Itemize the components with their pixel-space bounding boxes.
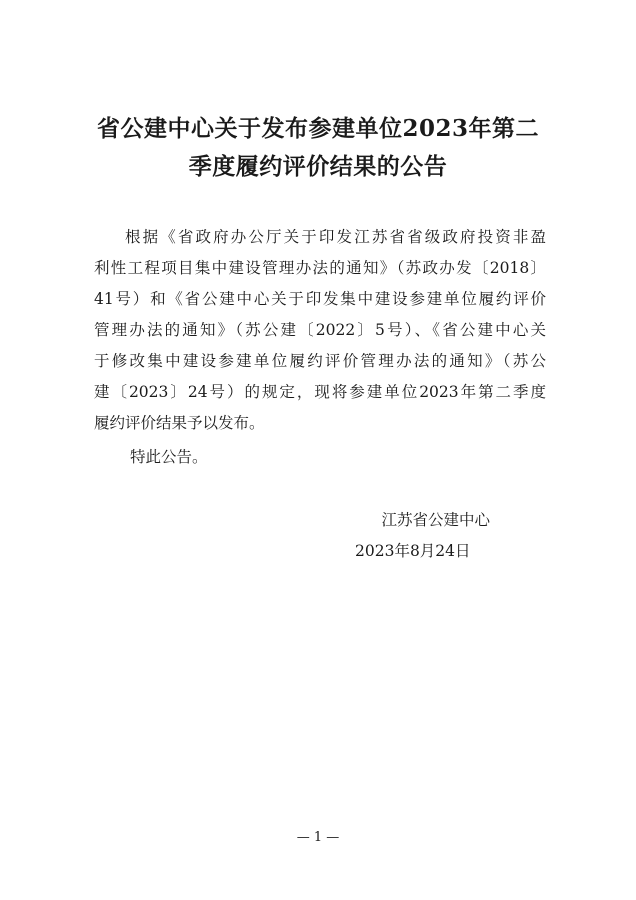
signature-organization: 江苏省公建中心 <box>381 511 490 529</box>
document-title-line-1: 省公建中心关于发布参建单位2023年第二 <box>96 115 539 142</box>
body-line-6: 建〔2023〕24号）的规定，现将参建单位2023年第二季度 <box>94 383 546 401</box>
body-line-5: 于修改集中建设参建单位履约评价管理办法的通知》（苏公 <box>94 352 546 370</box>
closing-text: 特此公告。 <box>130 448 208 466</box>
body-line-1: 根据《省政府办公厅关于印发江苏省省级政府投资非盈 <box>125 228 546 246</box>
body-line-3: 41号）和《省公建中心关于印发集中建设参建单位履约评价 <box>94 290 546 308</box>
document-body <box>94 222 546 439</box>
page-number: — 1 — <box>296 830 340 845</box>
body-line-2: 利性工程项目集中建设管理办法的通知》（苏政办发〔2018〕 <box>94 259 546 277</box>
body-line-4: 管理办法的通知》（苏公建〔2022〕5号）、《省公建中心关 <box>94 321 546 339</box>
document-title-line-2: 季度履约评价结果的公告 <box>188 153 448 180</box>
signature-date: 2023年8月24日 <box>355 542 471 560</box>
body-line-7: 履约评价结果予以发布。 <box>94 414 265 432</box>
